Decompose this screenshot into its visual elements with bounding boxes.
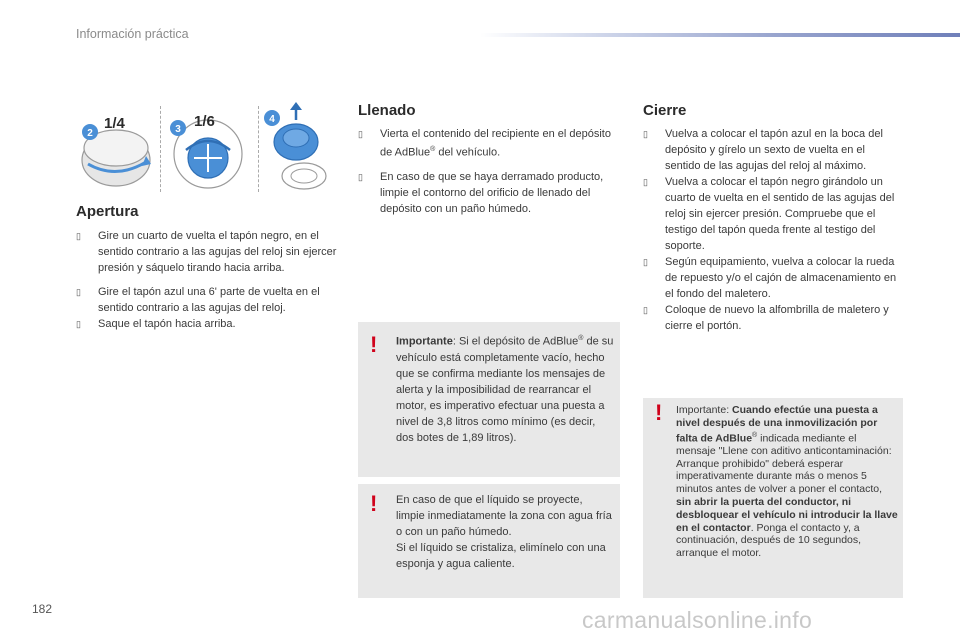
list-item: ▯ Vuelva a colocar el tapón azul en la boca del depósito y gírelo un sexto de vuelta en el sentido de las agujas del reloj al máximo. — [643, 128, 883, 172]
bullet-icon: ▯ — [643, 257, 648, 267]
bullet-icon: ▯ — [76, 231, 81, 241]
black-cap-quarter-turn-illustration — [76, 102, 156, 197]
liquid-splash-warning-note — [358, 484, 620, 598]
header-section-title: Información práctica — [76, 27, 189, 41]
cierre-warning-note — [643, 398, 903, 598]
list-item: ▯ En caso de que se haya derramado producto, limpie el contorno del orificio de llenado del depósito con un paño húmedo. — [358, 170, 604, 215]
blue-cap-sixth-turn-illustration — [166, 102, 254, 197]
header-accent-line — [480, 33, 960, 37]
importante-warning-note — [358, 322, 620, 477]
illustration-separator — [258, 106, 259, 192]
apertura-heading: Apertura — [76, 203, 139, 220]
list-item: ▯ Según equipamiento, vuelva a colocar la rueda de repuesto y/o el cajón de almacenamiento en el fondo del maletero. — [643, 256, 897, 300]
blue-cap-lift-illustration — [262, 102, 346, 197]
apertura-steps-list — [76, 228, 338, 332]
list-item: ▯ Gire un cuarto de vuelta el tapón negro, en el sentido contrario a las agujas del reloj sin ejercer presión y sáquelo tirando hacia arriba. — [76, 230, 337, 274]
step-4-number: 4 — [269, 114, 275, 125]
bullet-icon: ▯ — [358, 171, 363, 182]
bullet-icon: ▯ — [358, 129, 363, 139]
warning-exclamation-icon: ! — [370, 491, 378, 516]
step-2-number: 2 — [87, 128, 93, 139]
watermark: carmanualsonline.info — [582, 607, 813, 633]
step-3-number: 3 — [175, 124, 181, 135]
list-item: ▯ Saque el tapón hacia arriba. — [76, 318, 236, 330]
llenado-steps-list — [358, 126, 620, 217]
list-item: ▯ Gire el tapón azul una 6' parte de vuelta en el sentido contrario a las agujas del reloj. — [76, 286, 320, 314]
page-number: 182 — [32, 602, 53, 616]
bullet-icon: ▯ — [643, 177, 648, 187]
llenado-heading: Llenado — [358, 102, 416, 119]
liquid-splash-note-text: En caso de que el líquido se proyecte, limpie inmediatamente la zona con agua fría o con un paño húmedo. Si el líquido se cristaliza, elimínelo con una esponja y agua caliente. — [396, 494, 612, 570]
illustration-separator — [160, 106, 161, 192]
cierre-steps-list — [643, 126, 903, 334]
list-item: ▯ Vierta el contenido del recipiente en el depósito de AdBlue® del vehículo. — [358, 128, 611, 159]
warning-exclamation-icon: ! — [370, 332, 378, 357]
warning-exclamation-icon: ! — [655, 400, 663, 425]
cap-illustrations — [76, 102, 346, 197]
list-item: ▯ Coloque de nuevo la alfombrilla de maletero y cierre el portón. — [643, 304, 889, 332]
step-2-fraction: 1/4 — [104, 115, 125, 132]
bullet-icon: ▯ — [643, 305, 648, 315]
importante-note-text: Importante: Si el depósito de AdBlue® de su vehículo está completamente vacío, hecho que se confirma mediante los mensajes de alerta y la imposibilidad de rearrancar el motor, es imperativo efectuar una puesta a nivel de 3,8 litros como mínimo (es decir, dos botes de 1,89 litros). — [396, 335, 614, 444]
bullet-icon: ▯ — [76, 319, 81, 329]
cierre-heading: Cierre — [643, 102, 687, 119]
cierre-note-text: Importante: Cuando efectúe una puesta a nivel después de una inmovilización por falta de AdBlue® indicada mediante el mensaje "Llene con aditivo anticontaminación: Arranque prohibido" deberá esperar imperativamente durante más o menos 5 minutos antes de volver a poner el contacto, sin abrir la puerta del conductor, ni desbloquear el vehículo ni introducir la llave en el contactor. Ponga el contacto y, a continuación, después de 10 segundos, arranque el motor. — [676, 404, 898, 560]
bullet-icon: ▯ — [76, 287, 81, 297]
bullet-icon: ▯ — [643, 129, 648, 139]
step-3-fraction: 1/6 — [194, 113, 215, 130]
list-item: ▯ Vuelva a colocar el tapón negro girándolo un cuarto de vuelta en el sentido de las agujas del reloj sin ejercer presión. Compruebe que el testigo del tapón queda frente al testigo del soporte. — [643, 176, 895, 252]
